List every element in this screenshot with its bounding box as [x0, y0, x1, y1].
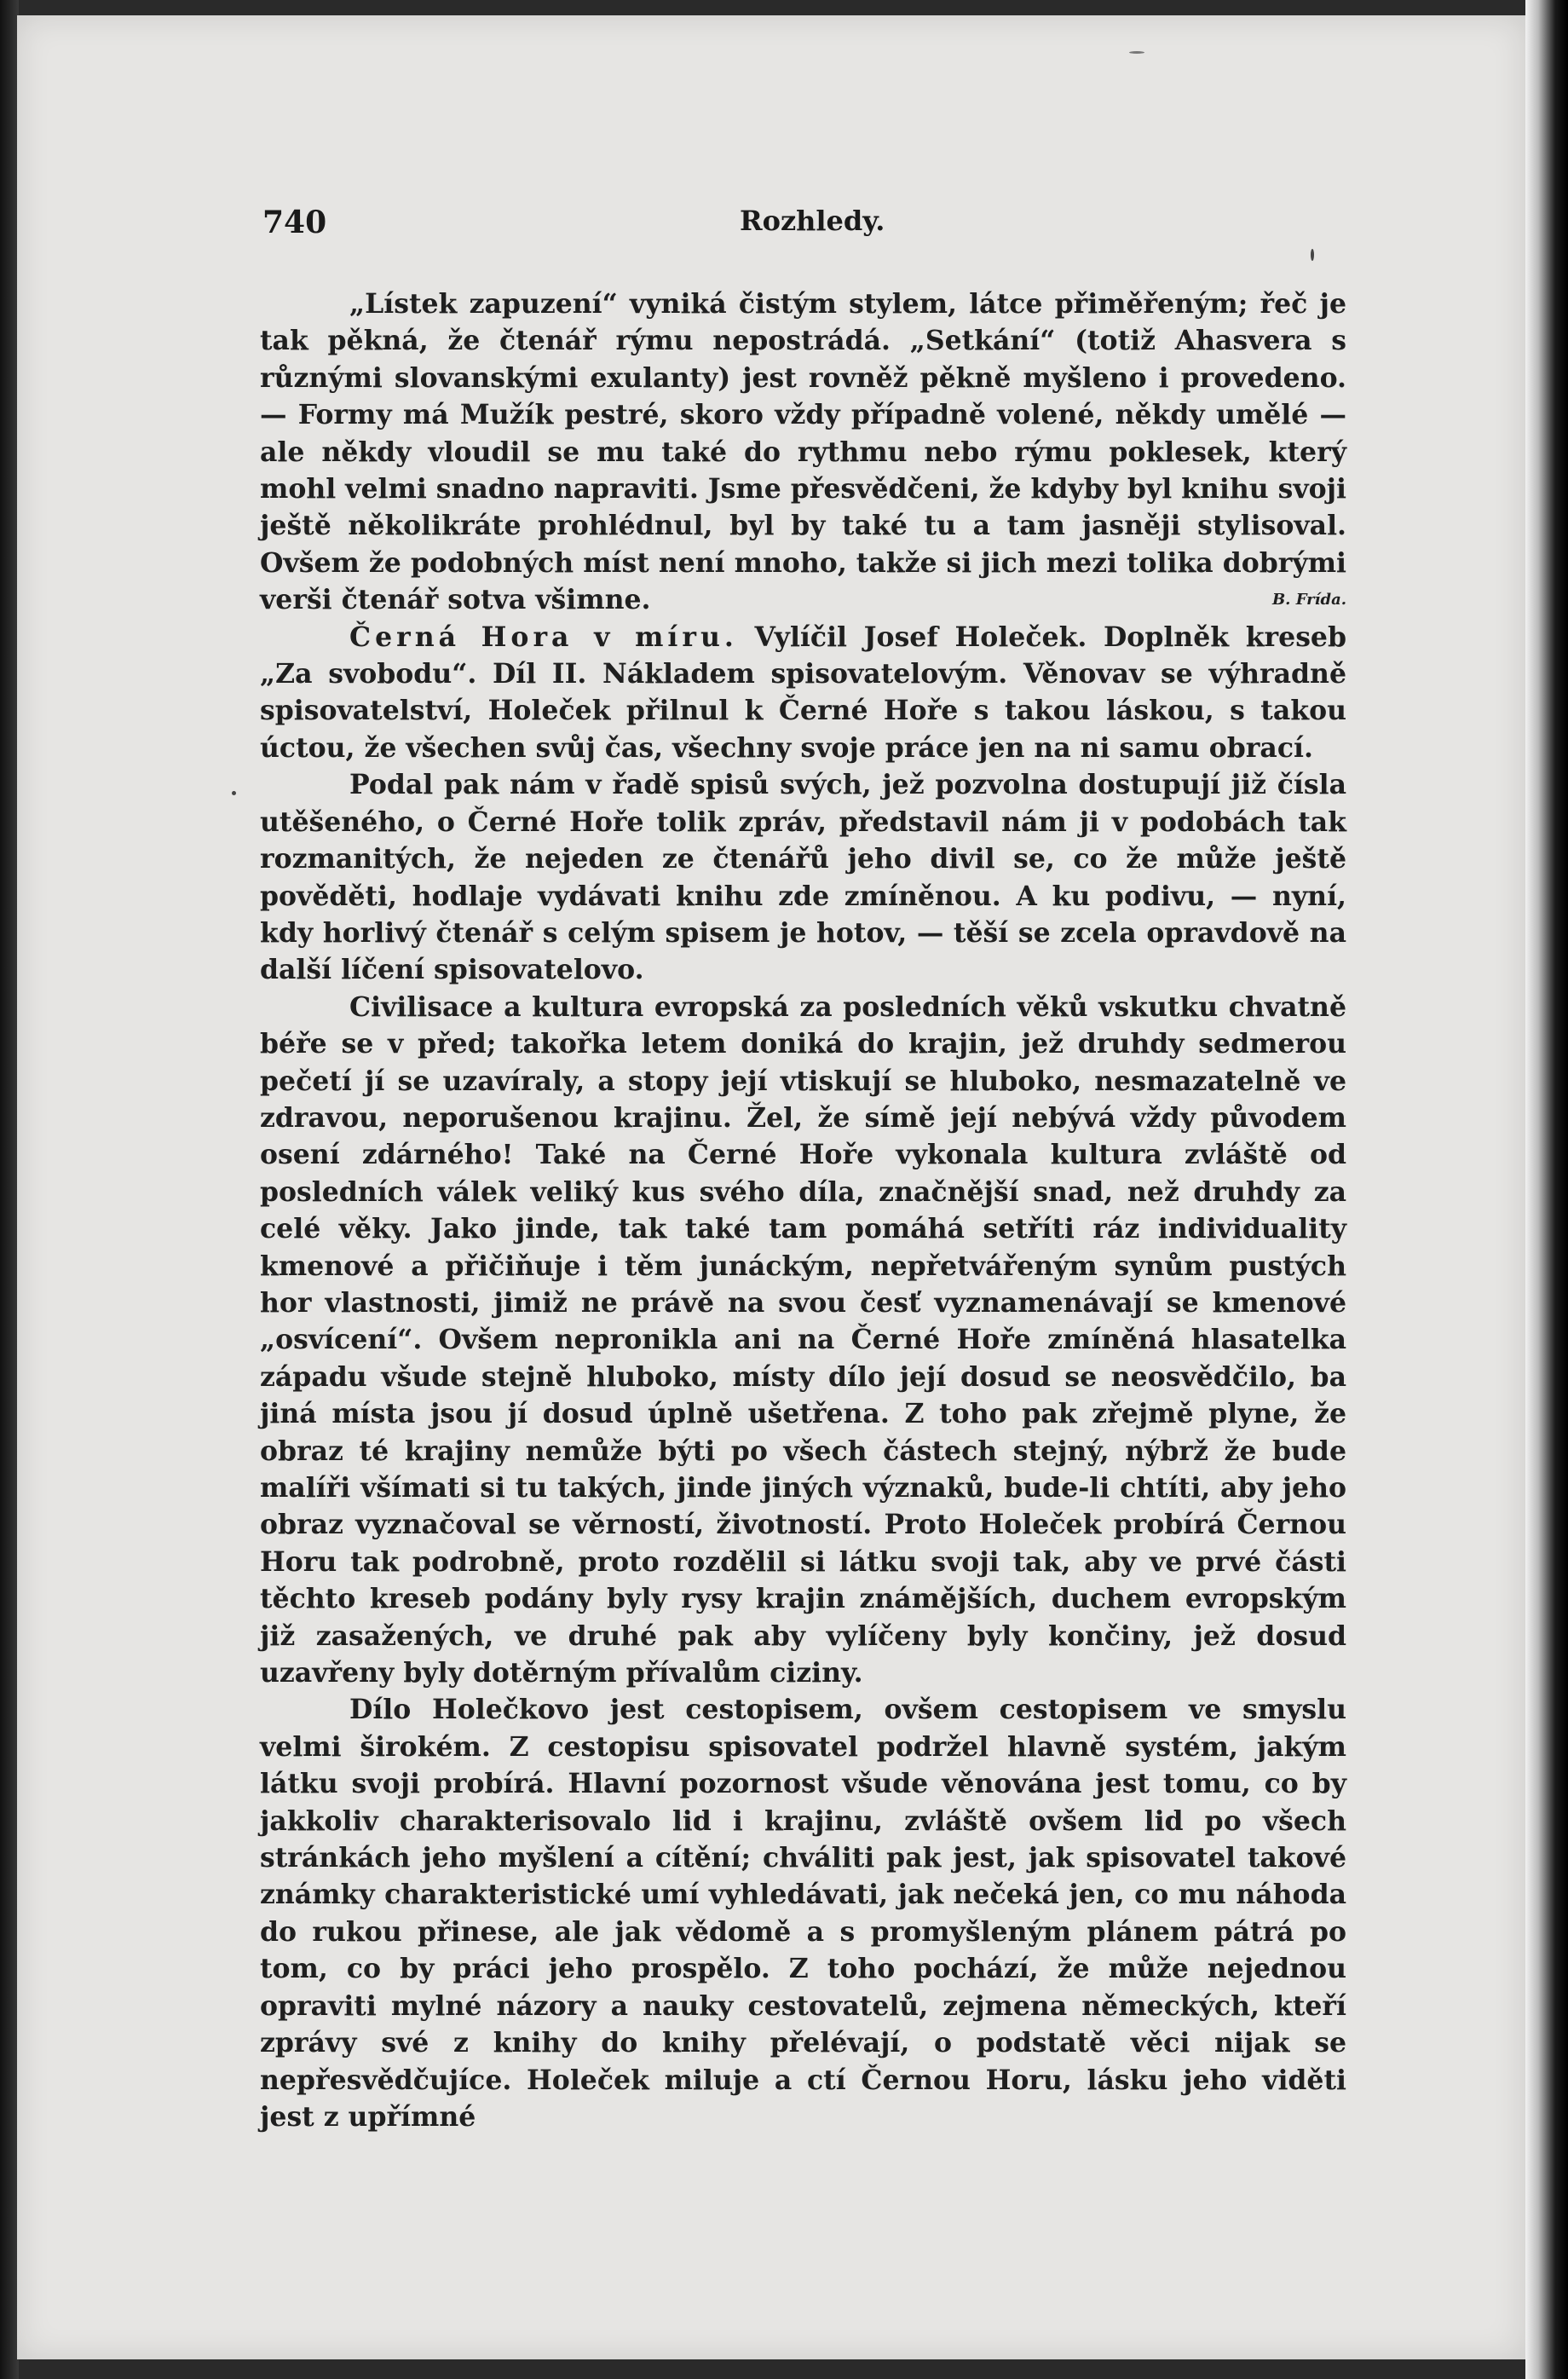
paragraph-3: Podal pak nám v řadě spisů svých, jež pozvolna dostupují již čísla utěšeného, o Černé Hoře tolik zpráv, představil nám ji v podobách tak rozmanitých, že nejeden ze čtenářů jeho divil se, co že může ještě pověděti, hodlaje vydávati knihu zde zmíněnou. A ku podivu, — nyní, kdy horlivý čtenář s celým spisem je hotov, — těší se zcela opravdově na další líčení spisovatelovo. — [260, 769, 1346, 986]
paragraph-5: Dílo Holečkovo jest cestopisem, ovšem cestopisem ve smyslu velmi širokém. Z cestopisu spisovatel podržel hlavně systém, jakým látku svoji probírá. Hlavní pozornost všude věnována jest tomu, co by jakkoliv charakterisovalo lid i krajinu, zvláště ovšem lid po všech stránkách jeho myšlení a cítění; chváliti pak jest, jak spisovatel takové známky charakteristické umí vyhledávati, jak nečeká jen, co mu náhoda do rukou přinese, ale jak vědomě a s promyšleným plánem pátrá po tom, co by práci jeho prospělo. Z toho pochází, že může nejednou opraviti mylné názory a nauky cestovatelů, zejmena německých, kteří zprávy své z knihy do knihy přelévají, o podstatě věci nijak se nepřesvědčujíce. Holeček miluje a ctí Černou Horu, lásku jeho viděti jest z upřímné — [260, 1694, 1346, 2133]
body-text — [260, 286, 1346, 2135]
paragraph-4: Civilisace a kultura evropská za posledních věků vskutku chvatně béře se v před; takořka letem doniká do krajin, jež druhdy sedmerou pečetí jí se uzavíraly, a stopy její vtiskují se hluboko, nesmazatelně ve zdravou, neporušenou krajinu. Žel, že símě její nebývá vždy původem osení zdárného! Také na Černé Hoře vykonala kultura zvláště od posledních válek veliký kus svého díla, značnější snad, než druhdy za celé věky. Jako jinde, tak také tam pomáhá setříti ráz individuality kmenové a přičiňuje i těm junáckým, nepřetvářeným synům pustých hor vlastnosti, jimiž ne právě na svou česť vyznamenávají se kmenové „osvícení“. Ovšem nepronikla ani na Černé Hoře zmíněná hlasatelka západu všude stejně hluboko, místy dílo její dosud se neosvědčilo, ba jiná místa jsou jí dosud úplně ušetřena. Z toho pak zřejmě plyne, že obraz té krajiny nemůže býti po všech částech stejný, nýbrž že bude malíři všímati si tu takých, jinde jiných význaků, bude-li chtíti, aby jeho obraz vyznačoval se věrností, životností. Proto Holeček probírá Černou Horu tak podrobně, proto rozdělil si látku svoji tak, aby ve prvé části těchto kreseb podány byly rysy krajin známějších, duchem evropským již zasažených, ve druhé pak aby vylíčeny byly končiny, jež dosud uzavřeny byly dotěrným přívalům ciziny. — [260, 990, 1346, 1689]
running-title: Rozhledy. — [740, 205, 885, 237]
paragraph-1-text: „Lístek zapuzení“ vyniká čistým stylem, látce přiměřeným; řeč je tak pěkná, že čtenář rýmu nepostrádá. „Setkání“ (totiž Ahasvera s různými slovanskými exulanty) jest rovněž pěkně myšleno i provedeno. — Formy má Mužík pestré, skoro vždy případně volené, někdy umělé — ale někdy vloudil se mu také do rythmu nebo rýmu poklesek, který mohl velmi snadno napraviti. Jsme přesvědčeni, že kdyby byl knihu svoji ještě několikráte prohlédnul, byl by také tu a tam jasněji stylisoval. Ovšem že podobných míst není mnoho, takže si jich mezi tolika dobrými verši čtenář sotva všimne. — [260, 288, 1347, 616]
paragraph-1 — [260, 286, 1346, 619]
paragraph-2-text: Vylíčil Josef Holeček. Doplněk kreseb „Za svobodu“. Díl II. Nákladem spisovatelovým. Věnovav se výhradně spisovatelství, Holeček přilnul k Černé Hoře s takou láskou, s takou úctou, že všechen svůj čas, všechny svoje práce jen na ni samu obrací. — [260, 621, 1346, 764]
page-number: 740 — [262, 205, 327, 240]
author-signature: B. Frída. — [1271, 591, 1346, 609]
book-title: Černá Hora v míru. — [349, 621, 738, 653]
scan-edge-left — [0, 0, 19, 2379]
ink-speck — [1129, 51, 1144, 54]
page-header — [262, 205, 1353, 256]
ink-speck — [232, 791, 236, 795]
paragraph-2 — [260, 619, 1346, 767]
scan-edge-right — [1525, 0, 1568, 2379]
